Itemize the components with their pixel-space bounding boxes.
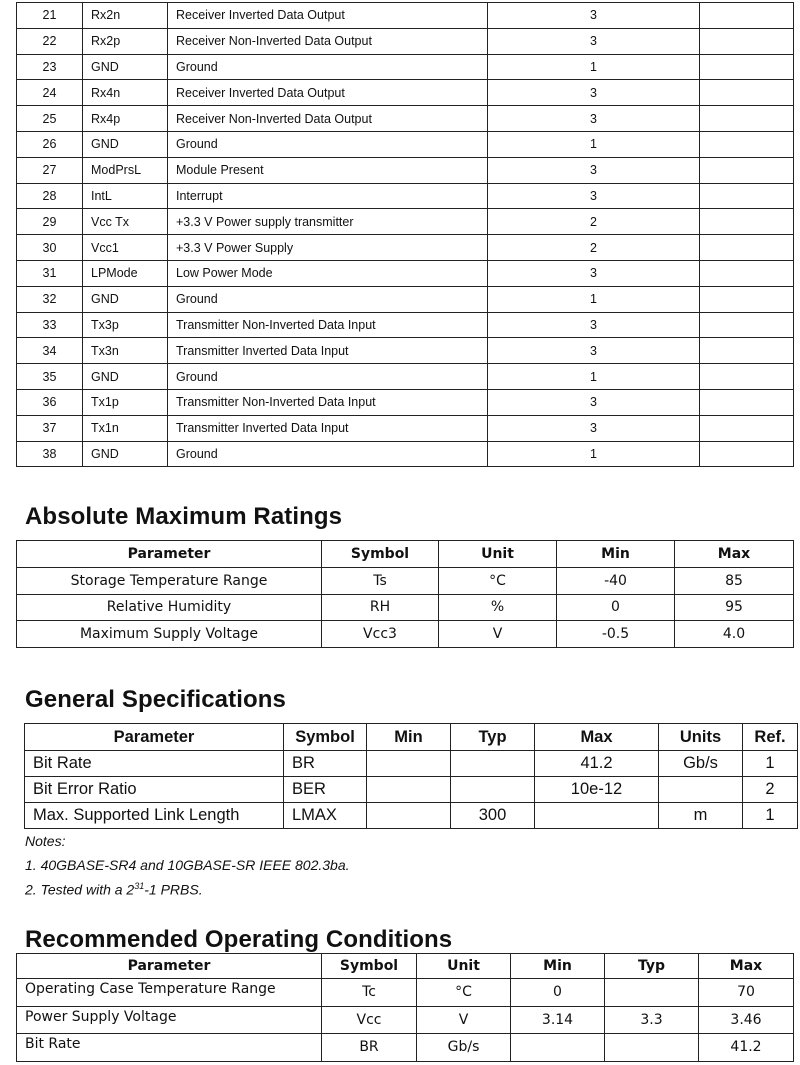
pin-description: +3.3 V Power Supply [168, 235, 488, 261]
pin-plug-sequence: 1 [488, 441, 700, 467]
pin-number: 32 [17, 286, 83, 312]
cell-typ [451, 751, 535, 777]
pin-row [17, 235, 794, 261]
pin-plug-sequence: 3 [488, 338, 700, 364]
pin-plug-sequence: 1 [488, 131, 700, 157]
header-min: Min [557, 541, 675, 568]
pin-row [17, 389, 794, 415]
roc-title: Recommended Operating Conditions [25, 926, 453, 953]
table-row [25, 777, 798, 803]
pin-notes [700, 157, 794, 183]
pin-row [17, 415, 794, 441]
pin-logic-name: Tx3p [83, 312, 168, 338]
pin-table [16, 2, 794, 467]
cell-symbol: BER [284, 777, 367, 803]
cell-min [367, 803, 451, 829]
pin-plug-sequence: 3 [488, 415, 700, 441]
pin-plug-sequence: 1 [488, 286, 700, 312]
header-max: Max [699, 954, 794, 979]
cell-max: 41.2 [535, 751, 659, 777]
table-header-row [17, 541, 794, 568]
pin-table-body [17, 3, 794, 467]
pin-row [17, 183, 794, 209]
pin-plug-sequence: 3 [488, 157, 700, 183]
pin-row [17, 3, 794, 29]
pin-description: Interrupt [168, 183, 488, 209]
cell-min [367, 751, 451, 777]
pin-row [17, 286, 794, 312]
pin-logic-name: Tx1n [83, 415, 168, 441]
cell-parameter: Max. Supported Link Length [25, 803, 284, 829]
header-typ: Typ [605, 954, 699, 979]
cell-max: 4.0 [675, 621, 794, 648]
pin-number: 38 [17, 441, 83, 467]
cell-unit: % [439, 594, 557, 621]
notes-heading: Notes: [25, 833, 66, 849]
cell-ref: 2 [743, 777, 798, 803]
cell-min [367, 777, 451, 803]
pin-row [17, 80, 794, 106]
pin-notes [700, 28, 794, 54]
pin-description: Ground [168, 441, 488, 467]
pin-row [17, 441, 794, 467]
pin-notes [700, 415, 794, 441]
pin-plug-sequence: 3 [488, 260, 700, 286]
pin-row [17, 260, 794, 286]
pin-description: Ground [168, 54, 488, 80]
pin-row [17, 54, 794, 80]
header-parameter: Parameter [17, 954, 322, 979]
pin-notes [700, 260, 794, 286]
cell-max: 70 [699, 979, 794, 1007]
cell-unit: °C [417, 979, 511, 1007]
cell-symbol: RH [322, 594, 439, 621]
cell-unit: °C [439, 568, 557, 595]
header-parameter: Parameter [17, 541, 322, 568]
pin-row [17, 28, 794, 54]
pin-logic-name: Rx4n [83, 80, 168, 106]
note-2 [25, 881, 203, 898]
cell-symbol: BR [284, 751, 367, 777]
cell-min [511, 1034, 605, 1062]
table-row [17, 1006, 794, 1034]
table-row [17, 594, 794, 621]
pin-row [17, 157, 794, 183]
general-specifications-table [24, 723, 798, 829]
pin-notes [700, 106, 794, 132]
pin-logic-name: GND [83, 286, 168, 312]
cell-ref: 1 [743, 803, 798, 829]
cell-typ [451, 777, 535, 803]
note-2-suffix: -1 PRBS. [144, 881, 203, 898]
pin-number: 29 [17, 209, 83, 235]
pin-notes [700, 3, 794, 29]
pin-logic-name: Rx2p [83, 28, 168, 54]
pin-description: Receiver Non-Inverted Data Output [168, 106, 488, 132]
gs-title: General Specifications [25, 686, 286, 713]
cell-max: 10e-12 [535, 777, 659, 803]
cell-max [535, 803, 659, 829]
table-header-row [17, 954, 794, 979]
pin-description: Low Power Mode [168, 260, 488, 286]
cell-parameter: Maximum Supply Voltage [17, 621, 322, 648]
pin-description: Transmitter Non-Inverted Data Input [168, 312, 488, 338]
pin-number: 26 [17, 131, 83, 157]
cell-typ: 3.3 [605, 1006, 699, 1034]
pin-description: Receiver Non-Inverted Data Output [168, 28, 488, 54]
pin-logic-name: IntL [83, 183, 168, 209]
cell-typ [605, 979, 699, 1007]
pin-number: 21 [17, 3, 83, 29]
pin-plug-sequence: 3 [488, 106, 700, 132]
pin-plug-sequence: 3 [488, 3, 700, 29]
note-1: 1. 40GBASE-SR4 and 10GBASE-SR IEEE 802.3ba. [25, 857, 350, 873]
recommended-operating-conditions-table [16, 953, 794, 1062]
table-row [25, 751, 798, 777]
pin-plug-sequence: 3 [488, 389, 700, 415]
pin-logic-name: GND [83, 54, 168, 80]
note-2-exponent: 31 [134, 881, 145, 891]
cell-units [659, 777, 743, 803]
pin-notes [700, 131, 794, 157]
pin-description: Ground [168, 364, 488, 390]
header-symbol: Symbol [322, 541, 439, 568]
pin-logic-name: ModPrsL [83, 157, 168, 183]
pin-logic-name: GND [83, 364, 168, 390]
pin-logic-name: Tx1p [83, 389, 168, 415]
header-typ: Typ [451, 724, 535, 751]
pin-notes [700, 338, 794, 364]
cell-min: 0 [511, 979, 605, 1007]
header-units: Units [659, 724, 743, 751]
header-parameter: Parameter [25, 724, 284, 751]
pin-notes [700, 286, 794, 312]
pin-logic-name: LPMode [83, 260, 168, 286]
pin-row [17, 338, 794, 364]
header-min: Min [367, 724, 451, 751]
pin-notes [700, 54, 794, 80]
pin-description: Transmitter Non-Inverted Data Input [168, 389, 488, 415]
amr-title: Absolute Maximum Ratings [25, 503, 343, 530]
pin-number: 37 [17, 415, 83, 441]
pin-row [17, 106, 794, 132]
pin-number: 34 [17, 338, 83, 364]
pin-number: 25 [17, 106, 83, 132]
pin-number: 23 [17, 54, 83, 80]
pin-notes [700, 389, 794, 415]
cell-typ: 300 [451, 803, 535, 829]
cell-parameter: Operating Case Temperature Range [17, 979, 322, 1007]
table-row [17, 621, 794, 648]
cell-symbol: BR [322, 1034, 417, 1062]
pin-number: 30 [17, 235, 83, 261]
pin-plug-sequence: 3 [488, 28, 700, 54]
cell-symbol: Ts [322, 568, 439, 595]
table-row [17, 568, 794, 595]
cell-min: -40 [557, 568, 675, 595]
pin-number: 33 [17, 312, 83, 338]
pin-logic-name: Tx3n [83, 338, 168, 364]
pin-row [17, 131, 794, 157]
cell-parameter: Storage Temperature Range [17, 568, 322, 595]
pin-description: Transmitter Inverted Data Input [168, 415, 488, 441]
pin-logic-name: Vcc1 [83, 235, 168, 261]
table-row [17, 1034, 794, 1062]
pin-plug-sequence: 3 [488, 183, 700, 209]
pin-row [17, 364, 794, 390]
pin-notes [700, 183, 794, 209]
cell-parameter: Bit Rate [17, 1034, 322, 1062]
pin-plug-sequence: 3 [488, 80, 700, 106]
pin-notes [700, 312, 794, 338]
pin-number: 27 [17, 157, 83, 183]
header-unit: Unit [439, 541, 557, 568]
pin-logic-name: Vcc Tx [83, 209, 168, 235]
pin-number: 36 [17, 389, 83, 415]
pin-notes [700, 235, 794, 261]
cell-typ [605, 1034, 699, 1062]
pin-description: Ground [168, 131, 488, 157]
cell-parameter: Relative Humidity [17, 594, 322, 621]
pin-description: Receiver Inverted Data Output [168, 3, 488, 29]
pin-notes [700, 364, 794, 390]
pin-logic-name: GND [83, 131, 168, 157]
pin-plug-sequence: 1 [488, 364, 700, 390]
cell-symbol: Vcc3 [322, 621, 439, 648]
cell-max: 41.2 [699, 1034, 794, 1062]
pin-number: 22 [17, 28, 83, 54]
cell-units: Gb/s [659, 751, 743, 777]
pin-row [17, 312, 794, 338]
pin-number: 28 [17, 183, 83, 209]
pin-notes [700, 80, 794, 106]
pin-row [17, 209, 794, 235]
cell-min: 0 [557, 594, 675, 621]
cell-unit: V [417, 1006, 511, 1034]
cell-symbol: LMAX [284, 803, 367, 829]
pin-description: +3.3 V Power supply transmitter [168, 209, 488, 235]
note-2-text: 2. Tested with a 2 [25, 881, 135, 898]
cell-units: m [659, 803, 743, 829]
cell-unit: Gb/s [417, 1034, 511, 1062]
pin-description: Transmitter Inverted Data Input [168, 338, 488, 364]
pin-notes [700, 209, 794, 235]
pin-number: 31 [17, 260, 83, 286]
header-max: Max [675, 541, 794, 568]
cell-unit: V [439, 621, 557, 648]
cell-symbol: Vcc [322, 1006, 417, 1034]
cell-ref: 1 [743, 751, 798, 777]
pin-description: Receiver Inverted Data Output [168, 80, 488, 106]
pin-plug-sequence: 3 [488, 312, 700, 338]
pin-description: Ground [168, 286, 488, 312]
table-row [17, 979, 794, 1007]
pin-plug-sequence: 2 [488, 235, 700, 261]
pin-number: 35 [17, 364, 83, 390]
cell-max: 3.46 [699, 1006, 794, 1034]
pin-notes [700, 441, 794, 467]
pin-plug-sequence: 1 [488, 54, 700, 80]
cell-min: 3.14 [511, 1006, 605, 1034]
pin-number: 24 [17, 80, 83, 106]
cell-symbol: Tc [322, 979, 417, 1007]
pin-description: Module Present [168, 157, 488, 183]
cell-parameter: Bit Rate [25, 751, 284, 777]
cell-max: 85 [675, 568, 794, 595]
cell-max: 95 [675, 594, 794, 621]
header-unit: Unit [417, 954, 511, 979]
cell-min: -0.5 [557, 621, 675, 648]
header-symbol: Symbol [322, 954, 417, 979]
header-min: Min [511, 954, 605, 979]
pin-logic-name: Rx4p [83, 106, 168, 132]
cell-parameter: Power Supply Voltage [17, 1006, 322, 1034]
pin-logic-name: Rx2n [83, 3, 168, 29]
table-header-row [25, 724, 798, 751]
pin-plug-sequence: 2 [488, 209, 700, 235]
absolute-max-ratings-table [16, 540, 794, 648]
header-symbol: Symbol [284, 724, 367, 751]
cell-parameter: Bit Error Ratio [25, 777, 284, 803]
table-row [25, 803, 798, 829]
header-ref: Ref. [743, 724, 798, 751]
pin-logic-name: GND [83, 441, 168, 467]
header-max: Max [535, 724, 659, 751]
